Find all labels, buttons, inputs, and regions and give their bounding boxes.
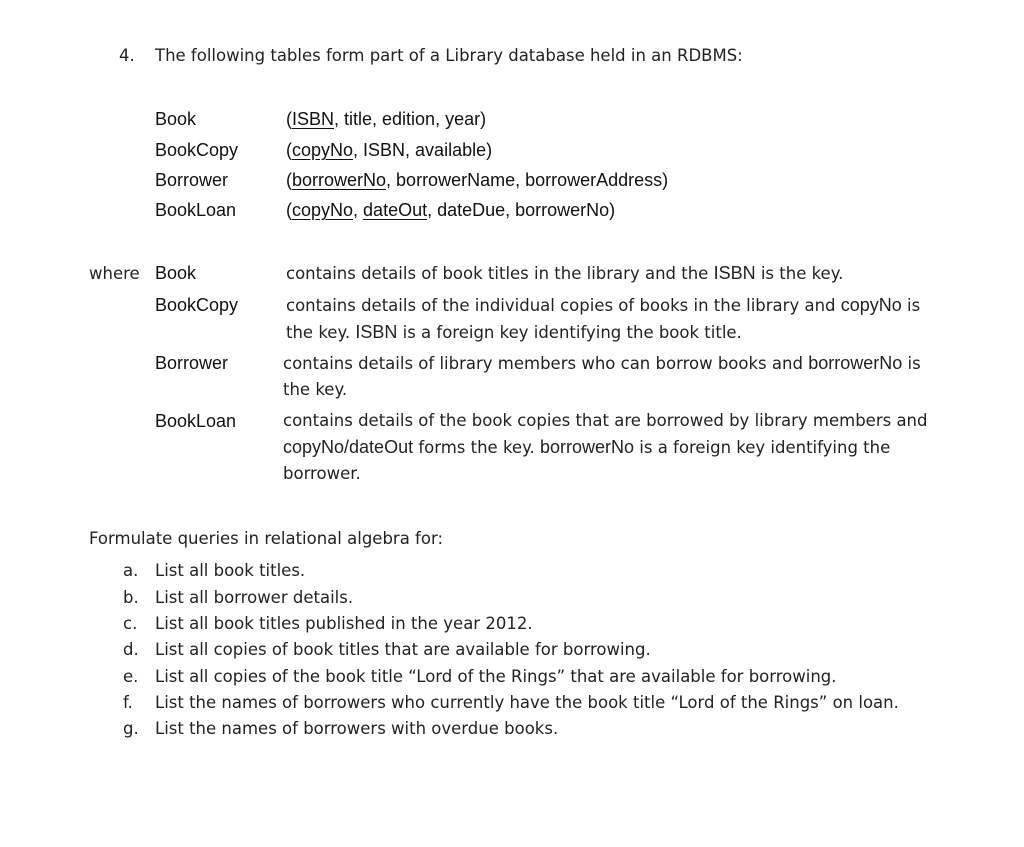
primary-key-field: copyNo — [292, 200, 354, 220]
list-item-label: c. — [123, 614, 138, 633]
primary-key-field: ISBN — [292, 109, 335, 129]
primary-key-field: copyNo — [292, 140, 354, 160]
description-text: contains details of the book copies that are borrowed by library members and copyNo/dateOut forms the key. borrowerNo is a foreign key identifying the borrower. — [283, 411, 928, 483]
list-item: List all book titles. — [155, 561, 306, 580]
schema-table-name: Borrower — [155, 170, 229, 190]
description-table-name: Book — [155, 263, 197, 283]
schema-fields: (ISBN, title, edition, year) — [286, 109, 487, 129]
schema-table-name: BookCopy — [155, 140, 239, 160]
list-item: List all book titles published in the year 2012. — [155, 614, 533, 633]
description-text: contains details of library members who can borrow books and borrowerNo is the key. — [283, 353, 921, 399]
primary-key-field: borrowerNo — [292, 170, 387, 190]
description-text: contains details of book titles in the library and the ISBN is the key. — [286, 263, 844, 283]
question-number: 4. — [119, 46, 135, 65]
list-item: List all borrower details. — [155, 588, 354, 607]
list-item: List the names of borrowers who currently have the book title “Lord of the Rings” on loan. — [155, 693, 899, 712]
list-item-label: a. — [123, 561, 139, 580]
list-item-label: f. — [123, 693, 133, 712]
list-item-label: g. — [123, 719, 139, 738]
list-item-label: b. — [123, 588, 139, 607]
schema-fields: (copyNo, dateOut, dateDue, borrowerNo) — [286, 200, 616, 220]
description-text: contains details of the individual copies of books in the library and copyNo is the key. ISBN is a foreign key identifying the book title. — [286, 295, 921, 342]
description-table-name: BookCopy — [155, 295, 239, 315]
primary-key-field: dateOut — [363, 200, 428, 220]
question-intro: The following tables form part of a Library database held in an RDBMS: — [155, 46, 743, 65]
list-item-label: e. — [123, 667, 139, 686]
schema-table-name: Book — [155, 109, 197, 129]
list-item: List all copies of the book title “Lord of the Rings” that are available for borrowing. — [155, 667, 837, 686]
list-item: List the names of borrowers with overdue books. — [155, 719, 559, 738]
where-label: where — [89, 264, 140, 283]
schema-table-name: BookLoan — [155, 200, 237, 220]
description-table-name: Borrower — [155, 353, 229, 373]
schema-fields: (copyNo, ISBN, available) — [286, 140, 493, 160]
list-item: List all copies of book titles that are available for borrowing. — [155, 640, 651, 659]
list-item-label: d. — [123, 640, 139, 659]
schema-fields: (borrowerNo, borrowerName, borrowerAddress) — [286, 170, 669, 190]
formulate-instruction: Formulate queries in relational algebra for: — [89, 529, 444, 548]
description-table-name: BookLoan — [155, 411, 237, 431]
